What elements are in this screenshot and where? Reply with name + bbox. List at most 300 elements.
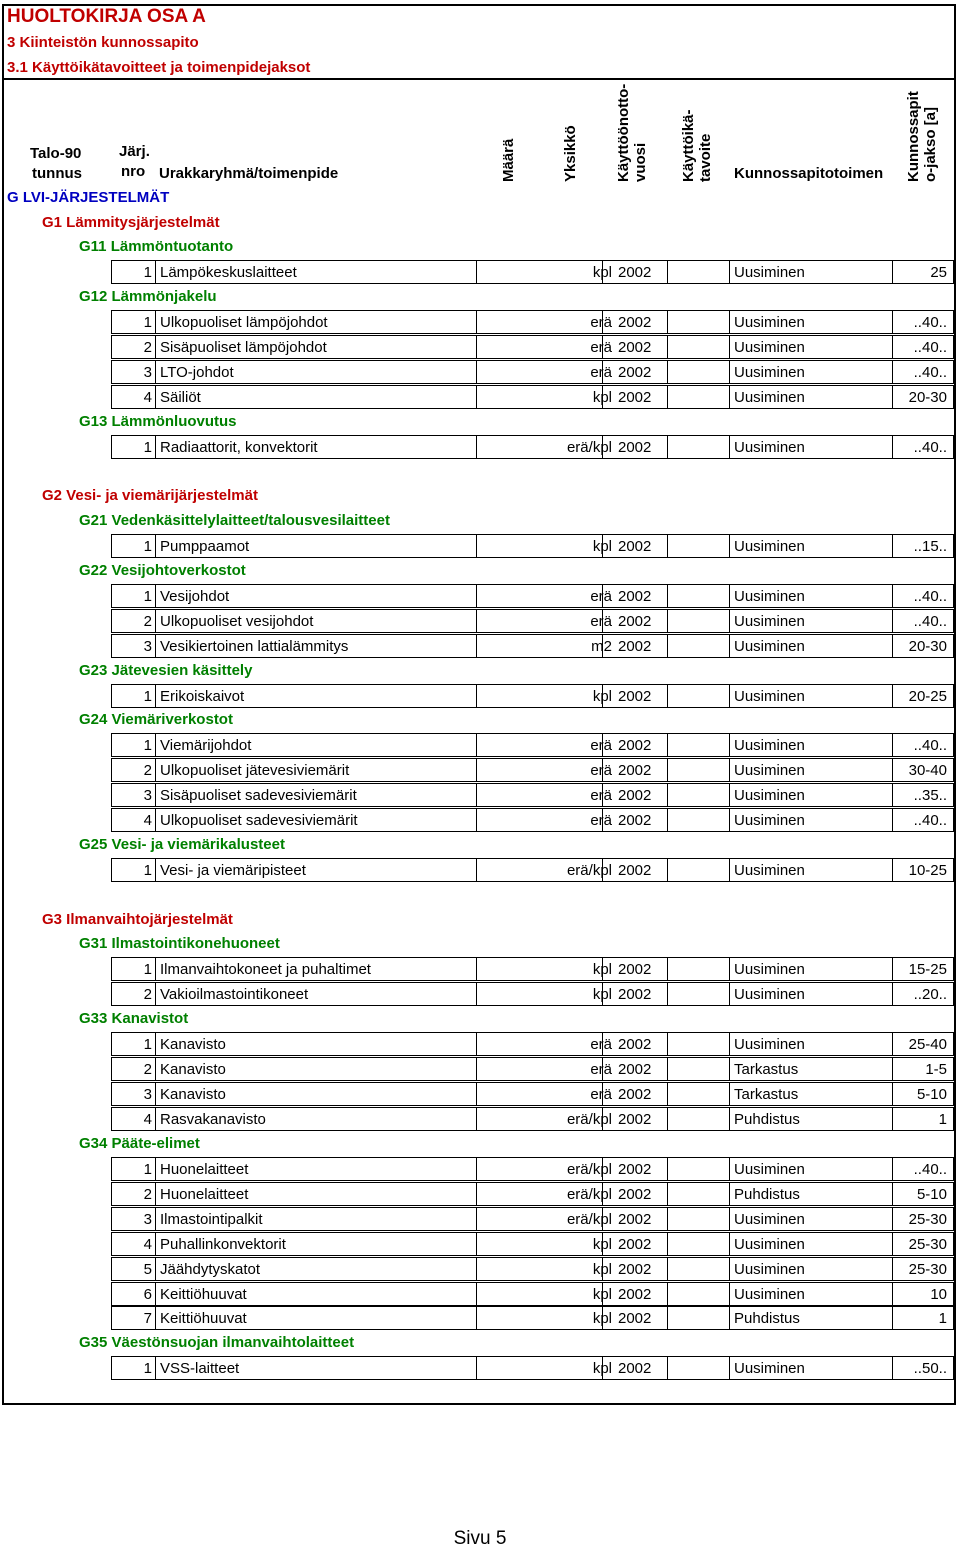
row-year: 2002 (618, 1110, 652, 1128)
row-unit: kpl (592, 1235, 612, 1253)
section-g11: G11 Lämmöntuotanto (79, 238, 234, 255)
cell-divider (729, 1083, 730, 1105)
row-unit: erä/kpl (566, 439, 612, 456)
row-name: Viemärijohdot (160, 737, 252, 754)
cell-divider (667, 386, 668, 408)
section-g22: G22 Vesijohtoverkostot (79, 562, 246, 579)
row-number: 4 (112, 386, 156, 409)
cell-divider (667, 1033, 668, 1055)
row-interval: 5-10 (916, 1185, 947, 1203)
table-row (111, 858, 954, 882)
row-interval: ..40.. (913, 612, 947, 630)
table-row (111, 1182, 954, 1206)
row-number: 1 (112, 535, 156, 558)
row-interval: ..40.. (913, 737, 947, 754)
table-row (111, 733, 954, 757)
cell-divider (892, 585, 893, 607)
cell-divider (729, 734, 730, 756)
row-action: Puhdistus (734, 1310, 800, 1328)
section-g12: G12 Lämmönjakelu (79, 288, 217, 305)
row-number: 2 (112, 1183, 156, 1206)
cell-divider (892, 1357, 893, 1379)
row-number: 2 (112, 759, 156, 782)
section-g: G LVI-JÄRJESTELMÄT (7, 189, 170, 206)
table-row (111, 783, 954, 807)
cell-divider (667, 1058, 668, 1080)
cell-divider (729, 1307, 730, 1329)
row-interval: ..40.. (913, 588, 947, 605)
cell-divider (892, 1058, 893, 1080)
row-interval: 25-40 (908, 1036, 947, 1053)
row-number: 1 (112, 734, 156, 757)
row-interval: 15-25 (908, 961, 947, 978)
section-g31: G31 Ilmastointikonehuoneet (79, 935, 280, 952)
cell-divider (667, 859, 668, 881)
row-name: Keittiöhuuvat (160, 1310, 247, 1328)
cell-divider (476, 859, 477, 881)
cell-divider (892, 1208, 893, 1230)
cell-divider (729, 1058, 730, 1080)
cell-divider (602, 1083, 603, 1105)
row-year: 2002 (618, 737, 652, 754)
row-unit: erä (590, 1085, 612, 1103)
row-unit: erä/kpl (566, 862, 612, 879)
row-interval: ..35.. (913, 786, 947, 804)
table-row (111, 1356, 954, 1380)
row-year: 2002 (618, 1310, 652, 1328)
cell-divider (667, 1158, 668, 1180)
cell-divider (729, 1283, 730, 1305)
cell-divider (892, 734, 893, 756)
row-number: 3 (112, 1083, 156, 1106)
cell-divider (602, 1258, 603, 1280)
row-year: 2002 (618, 612, 652, 630)
table-row (111, 684, 954, 708)
cell-divider (892, 1307, 893, 1329)
row-action: Uusiminen (734, 538, 805, 555)
row-name: Pumppaamot (160, 538, 250, 555)
row-year: 2002 (618, 1161, 652, 1178)
row-action: Uusiminen (734, 1285, 805, 1303)
cell-divider (729, 1158, 730, 1180)
row-year: 2002 (618, 985, 652, 1003)
row-year: 2002 (618, 1210, 652, 1228)
cell-divider (729, 361, 730, 383)
cell-divider (667, 983, 668, 1005)
row-number: 4 (112, 1108, 156, 1131)
cell-divider (892, 386, 893, 408)
row-number: 6 (112, 1283, 156, 1306)
cell-divider (602, 1058, 603, 1080)
cell-divider (667, 1258, 668, 1280)
row-name: Ulkopuoliset sadevesiviemärit (160, 811, 358, 829)
cell-divider (892, 958, 893, 980)
row-name: Sisäpuoliset sadevesiviemärit (160, 786, 357, 804)
cell-divider (476, 1158, 477, 1180)
row-name: Kanavisto (160, 1060, 226, 1078)
table-row (111, 982, 954, 1006)
row-action: Puhdistus (734, 1110, 800, 1128)
cell-divider (667, 958, 668, 980)
cell-divider (667, 535, 668, 557)
row-unit: kpl (592, 538, 612, 555)
cell-divider (729, 535, 730, 557)
cell-divider (892, 983, 893, 1005)
table-row (111, 1057, 954, 1081)
cell-divider (892, 1108, 893, 1130)
cell-divider (476, 336, 477, 358)
row-year: 2002 (618, 1185, 652, 1203)
cell-divider (667, 1233, 668, 1255)
row-name: Kanavisto (160, 1085, 226, 1103)
cell-divider (602, 361, 603, 383)
cell-divider (602, 436, 603, 458)
cell-divider (476, 1058, 477, 1080)
row-name: Vakioilmastointikoneet (160, 985, 309, 1003)
row-number: 2 (112, 610, 156, 633)
row-unit: kpl (592, 388, 612, 406)
cell-divider (667, 1108, 668, 1130)
row-year: 2002 (618, 761, 652, 779)
row-name: Ulkopuoliset jätevesiviemärit (160, 761, 350, 779)
cell-divider (476, 1357, 477, 1379)
row-name: Säiliöt (160, 388, 201, 406)
row-action: Uusiminen (734, 637, 805, 655)
cell-divider (476, 635, 477, 657)
row-interval: ..40.. (913, 338, 947, 356)
row-action: Uusiminen (734, 363, 805, 381)
row-action: Tarkastus (734, 1085, 799, 1103)
cell-divider (729, 759, 730, 781)
row-number: 2 (112, 1058, 156, 1081)
row-unit: kpl (592, 1285, 612, 1303)
row-interval: ..40.. (913, 811, 947, 829)
row-number: 7 (112, 1307, 156, 1330)
cell-divider (667, 585, 668, 607)
cell-divider (476, 261, 477, 283)
cell-divider (476, 1083, 477, 1105)
cell-divider (667, 1307, 668, 1329)
cell-divider (602, 1283, 603, 1305)
cell-divider (892, 1033, 893, 1055)
section-g35: G35 Väestönsuojan ilmanvaihtolaitteet (79, 1334, 355, 1351)
row-name: Jäähdytyskatot (160, 1260, 261, 1278)
row-action: Tarkastus (734, 1060, 799, 1078)
row-name: Keittiöhuuvat (160, 1285, 247, 1303)
row-name: Lämpökeskuslaitteet (160, 264, 297, 281)
cell-divider (892, 809, 893, 831)
row-action: Uusiminen (734, 1036, 805, 1053)
cell-divider (476, 1233, 477, 1255)
row-year: 2002 (618, 1260, 652, 1278)
cell-divider (476, 1208, 477, 1230)
cell-divider (892, 1233, 893, 1255)
cell-divider (729, 336, 730, 358)
row-number: 3 (112, 361, 156, 384)
row-interval: 25-30 (908, 1260, 947, 1278)
section-g3: G3 Ilmanvaihtojärjestelmät (42, 911, 233, 928)
cell-divider (602, 610, 603, 632)
row-number: 1 (112, 1158, 156, 1181)
table-row (111, 1257, 954, 1281)
row-action: Uusiminen (734, 314, 805, 331)
section-g33: G33 Kanavistot (79, 1010, 189, 1027)
row-unit: erä/kpl (566, 1110, 612, 1128)
cell-divider (602, 635, 603, 657)
cell-divider (476, 585, 477, 607)
cell-divider (602, 1033, 603, 1055)
cell-divider (892, 635, 893, 657)
table-row (111, 1157, 954, 1181)
row-unit: kpl (592, 264, 612, 281)
cell-divider (892, 261, 893, 283)
cell-divider (667, 809, 668, 831)
cell-divider (602, 759, 603, 781)
row-interval: ..40.. (913, 1161, 947, 1178)
section-subtitle: 3.1 Käyttöikätavoitteet ja toimenpidejaksot (7, 59, 311, 76)
table-row (111, 1306, 954, 1330)
cell-divider (602, 261, 603, 283)
table-row (111, 534, 954, 558)
row-number: 3 (112, 784, 156, 807)
row-action: Uusiminen (734, 786, 805, 804)
row-name: Sisäpuoliset lämpöjohdot (160, 338, 327, 356)
row-unit: erä/kpl (566, 1185, 612, 1203)
row-unit: erä/kpl (566, 1210, 612, 1228)
document-subtitle: 3 Kiinteistön kunnossapito (7, 34, 199, 51)
cell-divider (729, 610, 730, 632)
row-name: Huonelaitteet (160, 1161, 249, 1178)
row-interval: 5-10 (916, 1085, 947, 1103)
cell-divider (892, 535, 893, 557)
row-number: 1 (112, 585, 156, 608)
cell-divider (476, 809, 477, 831)
row-year: 2002 (618, 338, 652, 356)
cell-divider (667, 759, 668, 781)
row-interval: 1 (938, 1110, 947, 1128)
cell-divider (729, 261, 730, 283)
table-row (111, 1232, 954, 1256)
row-action: Uusiminen (734, 612, 805, 630)
row-name: Radiaattorit, konvektorit (160, 439, 318, 456)
row-interval: ..40.. (913, 439, 947, 456)
row-action: Uusiminen (734, 862, 805, 879)
cell-divider (667, 436, 668, 458)
cell-divider (729, 809, 730, 831)
cell-divider (476, 1307, 477, 1329)
row-action: Uusiminen (734, 1235, 805, 1253)
section-g24: G24 Viemäriverkostot (79, 711, 233, 728)
table-row (111, 957, 954, 981)
row-interval: 25-30 (908, 1235, 947, 1253)
cell-divider (892, 685, 893, 707)
cell-divider (667, 311, 668, 333)
row-action: Uusiminen (734, 588, 805, 605)
cell-divider (729, 1233, 730, 1255)
section-g21: G21 Vedenkäsittelylaitteet/talousvesilaitteet (79, 512, 390, 529)
row-action: Uusiminen (734, 737, 805, 754)
row-unit: erä (590, 1060, 612, 1078)
cell-divider (892, 336, 893, 358)
row-name: Erikoiskaivot (160, 688, 245, 705)
section-g34: G34 Pääte-elimet (79, 1135, 200, 1152)
cell-divider (602, 311, 603, 333)
col-maara: Määrä (500, 138, 517, 182)
row-number: 1 (112, 1033, 156, 1056)
table-row (111, 1207, 954, 1231)
row-action: Uusiminen (734, 1210, 805, 1228)
row-year: 2002 (618, 1060, 652, 1078)
row-action: Uusiminen (734, 264, 805, 281)
row-unit: erä/kpl (566, 1161, 612, 1178)
cell-divider (476, 734, 477, 756)
row-year: 2002 (618, 439, 652, 456)
row-year: 2002 (618, 363, 652, 381)
row-number: 1 (112, 261, 156, 284)
table-row (111, 1107, 954, 1131)
row-unit: kpl (592, 961, 612, 978)
row-year: 2002 (618, 637, 652, 655)
row-interval: ..20.. (913, 985, 947, 1003)
cell-divider (892, 1258, 893, 1280)
cell-divider (667, 635, 668, 657)
row-name: VSS-laitteet (160, 1360, 240, 1377)
document-title: HUOLTOKIRJA OSA A (7, 6, 206, 27)
row-interval: 25-30 (908, 1210, 947, 1228)
cell-divider (667, 361, 668, 383)
row-number: 2 (112, 336, 156, 359)
cell-divider (892, 859, 893, 881)
col-jarj-b: nro (121, 163, 146, 180)
cell-divider (602, 585, 603, 607)
cell-divider (892, 311, 893, 333)
row-action: Uusiminen (734, 1161, 805, 1178)
table-row (111, 584, 954, 608)
table-row (111, 808, 954, 832)
row-name: Rasvakanavisto (160, 1110, 266, 1128)
cell-divider (476, 1258, 477, 1280)
cell-divider (729, 436, 730, 458)
cell-divider (667, 261, 668, 283)
table-row (111, 1082, 954, 1106)
cell-divider (892, 1183, 893, 1205)
row-unit: erä (590, 737, 612, 754)
cell-divider (667, 734, 668, 756)
cell-divider (602, 336, 603, 358)
row-number: 2 (112, 983, 156, 1006)
cell-divider (892, 784, 893, 806)
cell-divider (667, 685, 668, 707)
row-unit: erä (590, 338, 612, 356)
cell-divider (729, 685, 730, 707)
row-unit: kpl (592, 1310, 612, 1328)
cell-divider (729, 1258, 730, 1280)
row-name: Vesikiertoinen lattialämmitys (160, 637, 349, 655)
table-row (111, 758, 954, 782)
row-unit: kpl (592, 1260, 612, 1278)
row-action: Uusiminen (734, 1260, 805, 1278)
row-interval: 20-30 (908, 637, 947, 655)
row-unit: erä (590, 612, 612, 630)
row-name: Vesijohdot (160, 588, 230, 605)
cell-divider (667, 1283, 668, 1305)
table-row (111, 385, 954, 409)
row-year: 2002 (618, 588, 652, 605)
cell-divider (602, 734, 603, 756)
table-row (111, 609, 954, 633)
cell-divider (602, 784, 603, 806)
cell-divider (667, 1357, 668, 1379)
cell-divider (729, 1183, 730, 1205)
cell-divider (476, 535, 477, 557)
row-interval: ..15.. (913, 538, 947, 555)
row-interval: 1-5 (925, 1060, 947, 1078)
cell-divider (667, 1208, 668, 1230)
table-row (111, 435, 954, 459)
row-name: Puhallinkonvektorit (160, 1235, 286, 1253)
row-number: 3 (112, 1208, 156, 1231)
cell-divider (476, 1033, 477, 1055)
section-g25: G25 Vesi- ja viemärikalusteet (79, 836, 285, 853)
row-interval: ..40.. (913, 363, 947, 381)
row-year: 2002 (618, 1036, 652, 1053)
row-unit: m2 (591, 637, 612, 655)
col-jakso: Kunnossapit o-jakso [a] (905, 91, 939, 182)
section-g13: G13 Lämmönluovutus (79, 413, 237, 430)
col-jarj-a: Järj. (119, 143, 150, 160)
cell-divider (602, 1208, 603, 1230)
cell-divider (476, 784, 477, 806)
row-action: Uusiminen (734, 1360, 805, 1377)
row-year: 2002 (618, 688, 652, 705)
col-talo90-b: tunnus (32, 165, 82, 182)
row-interval: 20-30 (908, 388, 947, 406)
row-year: 2002 (618, 388, 652, 406)
cell-divider (602, 1233, 603, 1255)
row-name: Vesi- ja viemäripisteet (160, 862, 306, 879)
row-unit: erä (590, 363, 612, 381)
header-divider (3, 78, 956, 80)
row-unit: erä (590, 314, 612, 331)
cell-divider (476, 361, 477, 383)
row-number: 4 (112, 809, 156, 832)
cell-divider (892, 1283, 893, 1305)
row-unit: erä (590, 786, 612, 804)
row-action: Uusiminen (734, 961, 805, 978)
row-name: Huonelaitteet (160, 1185, 249, 1203)
table-row (111, 360, 954, 384)
row-unit: kpl (592, 1360, 612, 1377)
cell-divider (729, 859, 730, 881)
cell-divider (602, 1108, 603, 1130)
cell-divider (892, 436, 893, 458)
cell-divider (602, 1357, 603, 1379)
cell-divider (892, 1083, 893, 1105)
cell-divider (892, 610, 893, 632)
cell-divider (602, 1307, 603, 1329)
cell-divider (476, 436, 477, 458)
cell-divider (602, 1183, 603, 1205)
cell-divider (602, 958, 603, 980)
section-g1: G1 Lämmitysjärjestelmät (42, 214, 220, 231)
row-number: 1 (112, 859, 156, 882)
cell-divider (602, 809, 603, 831)
cell-divider (602, 1158, 603, 1180)
row-year: 2002 (618, 961, 652, 978)
row-name: Ulkopuoliset vesijohdot (160, 612, 314, 630)
cell-divider (476, 1108, 477, 1130)
row-action: Uusiminen (734, 338, 805, 356)
